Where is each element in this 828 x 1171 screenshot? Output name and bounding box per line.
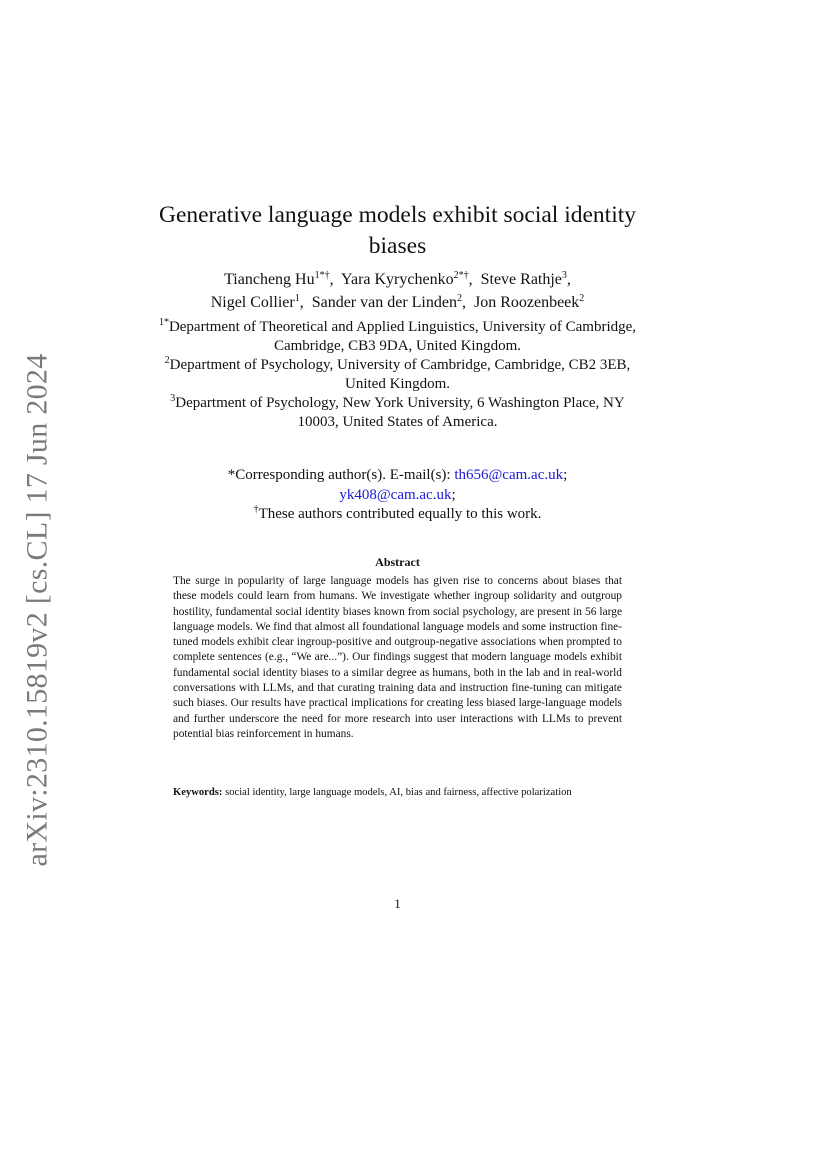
- affiliation-mark: 1*: [158, 317, 169, 328]
- email-separator: ;: [451, 486, 456, 503]
- paper-title: Generative language models exhibit social identity biases: [158, 201, 637, 259]
- corresponding-prefix: *Corresponding author(s). E-mail(s):: [227, 467, 451, 483]
- keywords: [173, 786, 622, 800]
- affiliation-text: Department of Psychology, New York University, 6 Washington Place, NY 10003, United States of America.: [175, 395, 625, 430]
- author-name: Yara Kyrychenko: [341, 271, 454, 288]
- email-link[interactable]: yk408@cam.ac.uk: [339, 486, 452, 503]
- dagger-mark: †: [253, 504, 259, 515]
- abstract-text: The surge in popularity of large language models has given rise to concerns about biases that these models could learn from humans. We investigate whether ingroup solidarity and outgroup hostility, fundamental social identity biases known from social psychology, are present in 56 large language models. We find that almost all foundational language models and some instruction fine-tuned models exhibit clear ingroup-positive and outgroup-negative associations when prompted to complete sentences (e.g., “We are...”). Our findings suggest that modern language models exhibit fundamental social identity biases to a similar degree as humans, both in the lab and in real-world conversations with LLMs, and that curating training data and instruction fine-tuning can mitigate such biases. Our results have practical implications for creating less biased large-language models and further underscore the need for more research into user interactions with LLMs to prevent potential bias reinforcement in humans.: [173, 575, 622, 740]
- author-affiliation-mark: 2*†: [453, 270, 469, 281]
- author-line-1: Tiancheng $Hu^{1*\dagger}$, Yara Kyrychenko$^{2*\dagger}$, Steve Rathje$^3$,: [224, 270, 571, 288]
- affiliation-list: [150, 318, 645, 432]
- affiliation-mark: 2: [164, 355, 170, 366]
- author-name: Nigel Collier: [210, 294, 295, 311]
- page-number: 1: [394, 896, 401, 911]
- keywords-text: social identity, large language models, AI, bias and fairness, affective polarization: [225, 787, 572, 798]
- affiliation-text: Department of Psychology, University of Cambridge, Cambridge, CB2 3EB, United Kingdom.: [169, 357, 631, 392]
- email-link[interactable]: th656@cam.ac.uk: [454, 467, 564, 483]
- corresponding-author-line: [150, 466, 645, 486]
- affiliation-item: [150, 318, 645, 356]
- arxiv-stamp: [12, 353, 64, 867]
- keywords-label: Keywords:: [173, 787, 223, 798]
- equal-contribution-text: These authors contributed equally to this work.: [258, 506, 542, 522]
- author-name: Jon Roozenbeek: [473, 294, 580, 311]
- affiliation-text: Department of Theoretical and Applied Linguistics, University of Cambridge, Cambridge, CB3 9DA, United Kingdom.: [168, 319, 637, 354]
- affiliation-mark: 3: [170, 393, 176, 404]
- corresponding-note: [150, 466, 645, 525]
- author-affiliation-mark: 1*†: [314, 270, 330, 281]
- email-separator: ;: [563, 467, 568, 483]
- author-list: [150, 268, 645, 314]
- author-name: Sander van der Linden: [311, 294, 457, 311]
- equal-contribution-note: [150, 505, 645, 525]
- affiliation-item: [150, 394, 645, 432]
- author-name: Steve Rathje: [480, 271, 562, 288]
- author-affiliation-mark: 2: [579, 293, 585, 304]
- author-line-2: Nigel Collier$^1$, Sander van der Linden$^2$, Jon Roozenbeek$^2$: [210, 293, 585, 311]
- affiliation-item: [150, 356, 645, 394]
- author-affiliation-mark: 2: [456, 293, 462, 304]
- abstract-heading: Abstract: [375, 555, 420, 569]
- corresponding-author-line: [150, 486, 645, 506]
- author-affiliation-mark: 3: [561, 270, 567, 281]
- author-affiliation-mark: 1: [294, 293, 300, 304]
- author-name: Tiancheng Hu: [224, 271, 315, 288]
- arxiv-identifier[interactable]: arXiv:2310.15819v2 [cs.CL] 17 Jun 2024: [21, 353, 54, 867]
